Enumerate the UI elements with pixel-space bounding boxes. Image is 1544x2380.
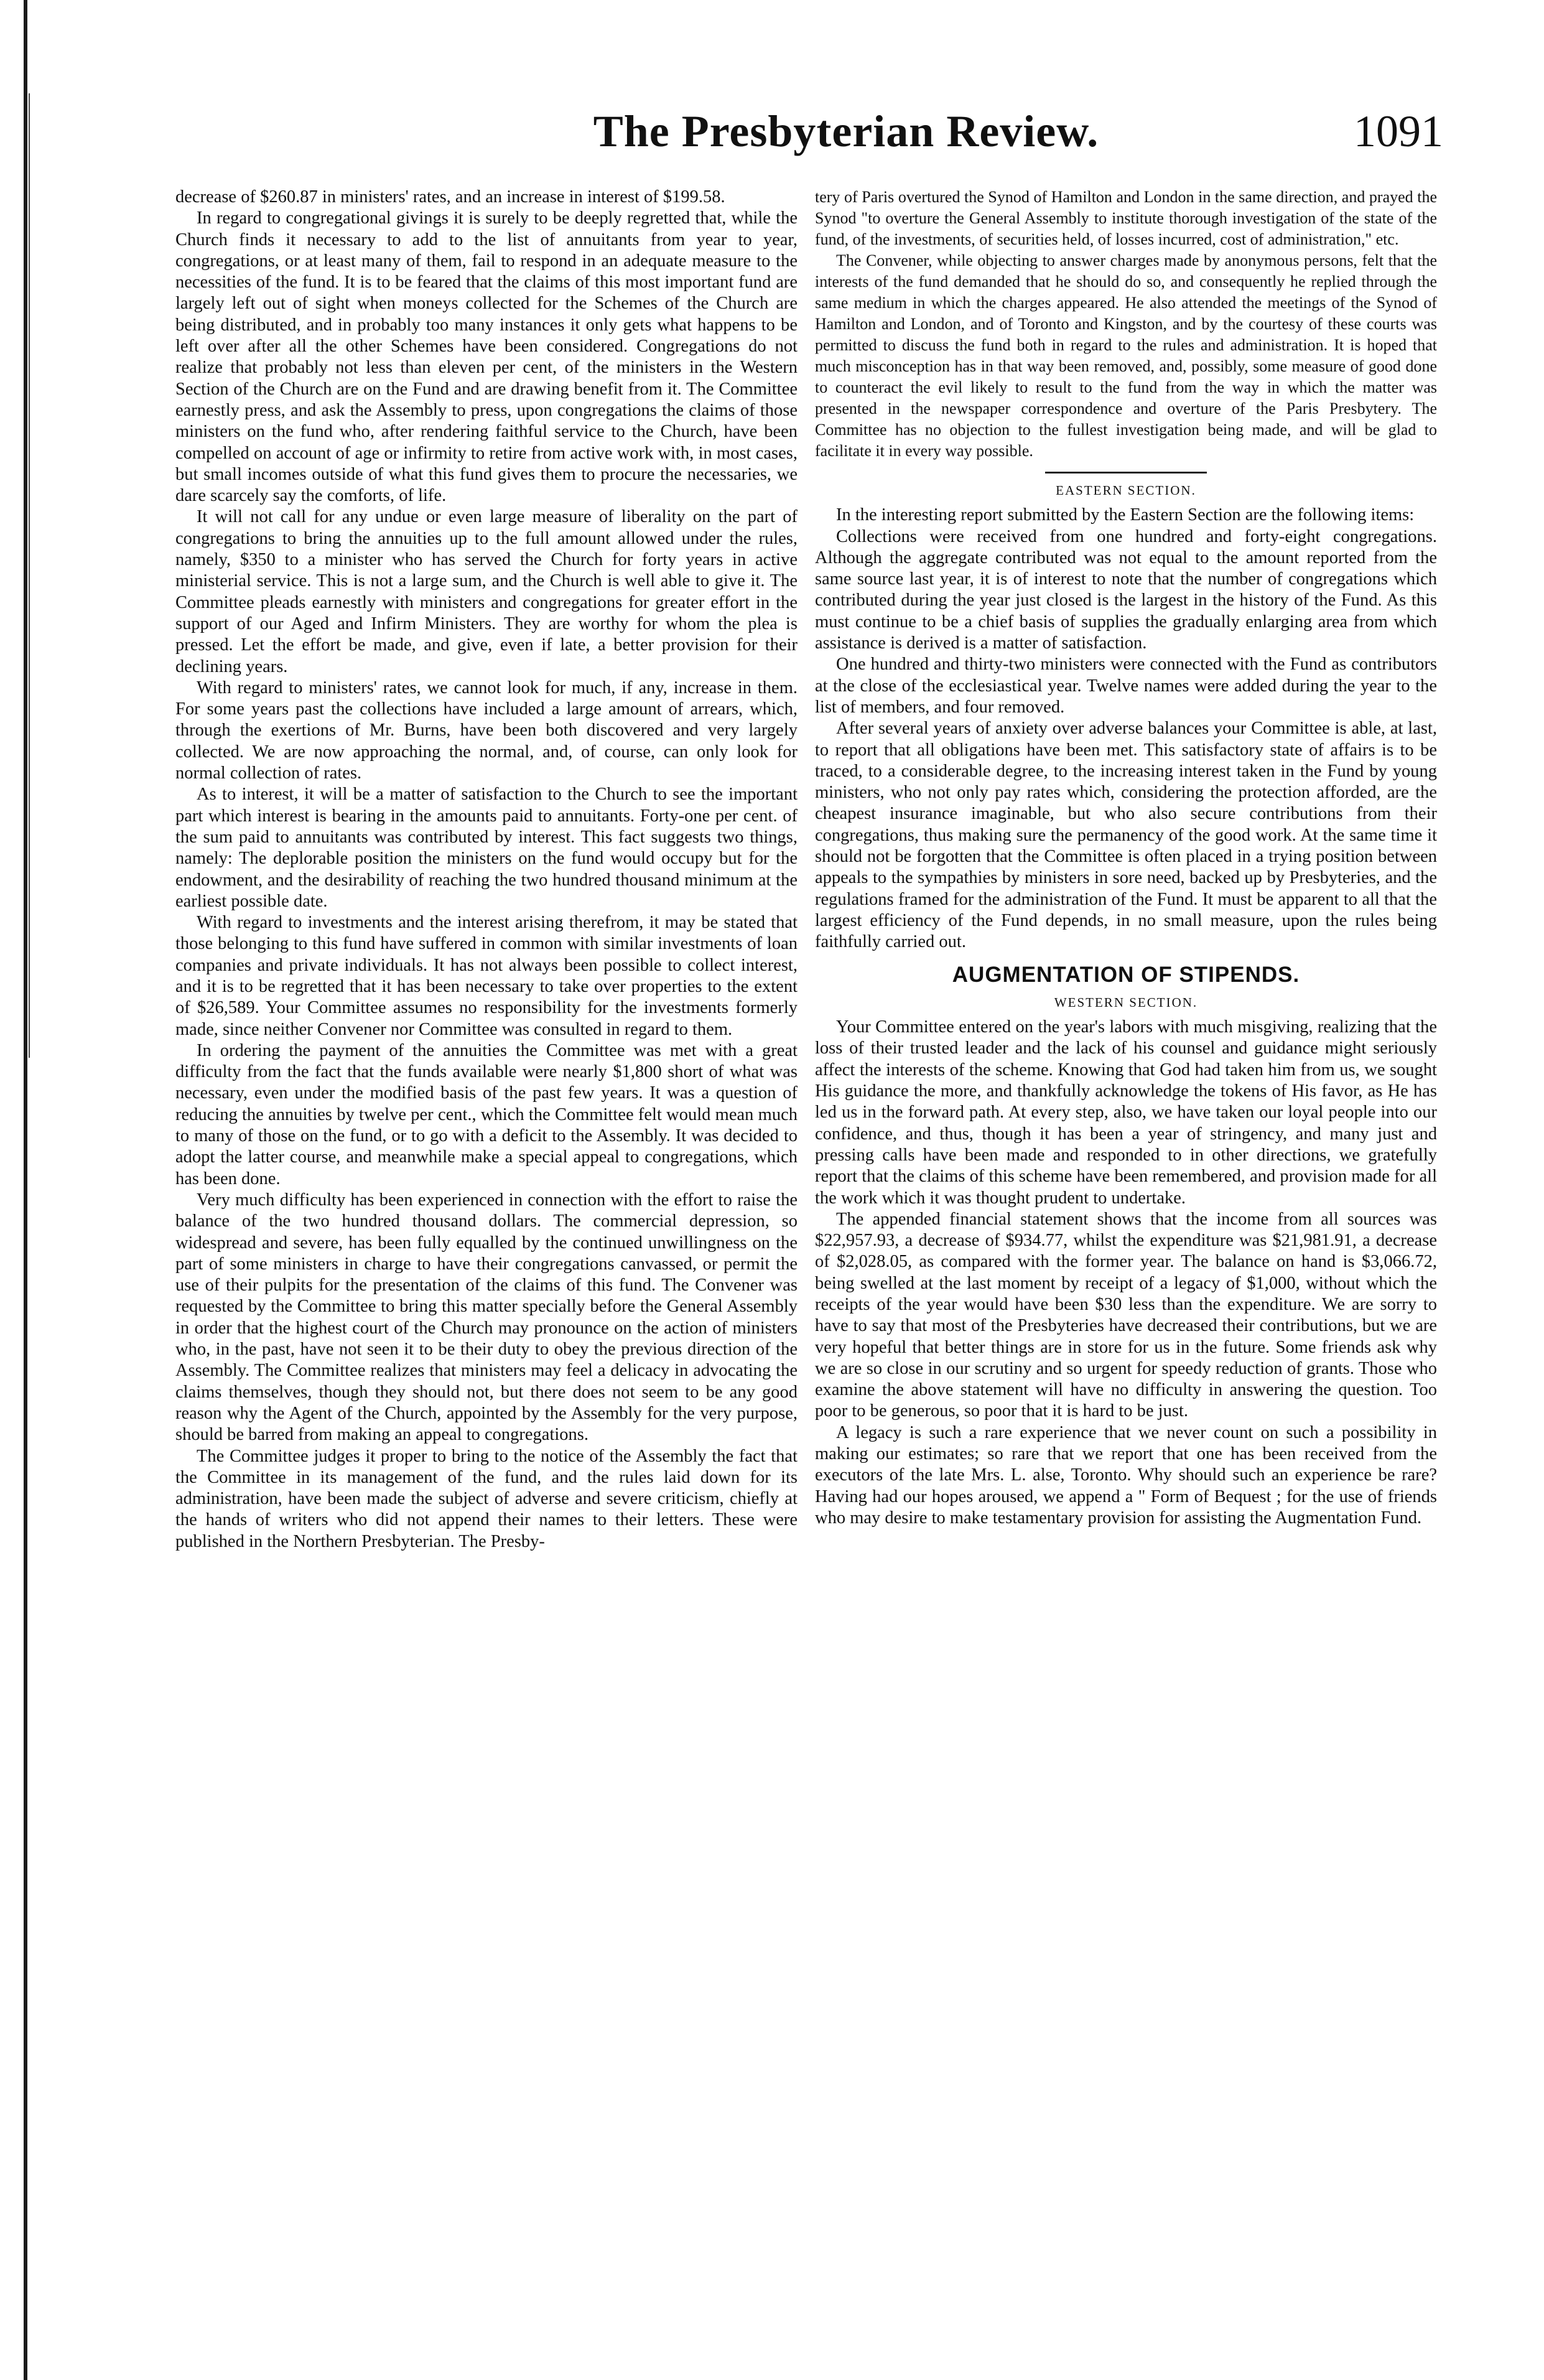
paragraph: Your Committee entered on the year's labors with much misgiving, realizing that the loss of their trusted leader and the lack of his counsel and guidance might seriously affect the interests of the scheme. Knowing that God had taken him from us, we sought His guidance the more, and thankfully acknowledge the tokens of His favor, as He has led us in the forward path. At every step, also, we have taken our loyal people into our confidence, and thus, though it has been a year of stringency, and many just and pressing calls have been made and responded to in other directions, we gratefully report that the claims of this scheme have been remembered, and provision made for all the work which it was thought prudent to undertake. — [815, 1017, 1437, 1208]
paragraph: The appended financial statement shows that the income from all sources was $22,957.93, a decrease of $934.77, whilst the expenditure was $21,981.91, a decrease of $2,028.05, as compared with the former year. The balance on hand is $3,066.72, being swelled at the last moment by receipt of a legacy of $1,000, without which the receipts of the year would have been $30 less than the expenditure. We are sorry to have to say that most of the Presbyteries have decreased their contributions, but we are very hopeful that better things are in store for us in the future. Some friends ask why we are so close in our scrutiny and so urgent for speedy reduction of grants. Those who examine the above statement will have no difficulty in answering the question. Too poor to be generous, so poor that it is hard to be just. — [815, 1209, 1437, 1421]
page-edge-rule — [24, 0, 27, 2380]
paragraph: A legacy is such a rare experience that we never count on such a possibility in making our estimates; so rare that we report that one has been received from the executors of the late Mrs. L. alse, Toronto. Why should such an experience be rare? Having had our hopes aroused, we append a " Form of Bequest ; for the use of friends who may desire to make testamentary provision for assisting the Augmentation Fund. — [815, 1422, 1437, 1528]
eastern-section-heading: EASTERN SECTION. — [1056, 483, 1196, 498]
paragraph: In ordering the payment of the annuities the Committee was met with a great difficulty from the fact that the funds available were nearly $1,800 short of what was necessary, even under the modified basis of the past few years. It was a question of reducing the annuities by twelve per cent., which the Committee felt would mean much to many of those on the fund, or to go with a deficit to the Assembly. It was decided to adopt the latter course, and meanwhile make a special appeal to congregations, which has been done. — [175, 1040, 798, 1188]
paragraph: It will not call for any undue or even large measure of liberality on the part of congregations to bring the annuities up to the full amount allowed under the rules, namely, $350 to a minister who has served the Church for forty years in active ministerial service. This is not a large sum, and the Church is well able to give it. The Committee pleads earnestly with ministers and congregations for greater effort in the support of our Aged and Infirm Ministers. They are worthy for whom the plea is pressed. Let the effort be made, and give, even if late, a better provision for their declining years. — [175, 507, 798, 676]
page-number: 1091 — [1354, 106, 1443, 156]
western-section-heading: WESTERN SECTION. — [1054, 994, 1198, 1010]
right-column — [815, 187, 1437, 1529]
page-edge-rule-inner — [29, 93, 30, 1058]
paragraph: The Committee judges it proper to bring to the notice of the Assembly the fact that the Committee in its management of the fund, and the rules laid down for its administration, have been made the subject of adverse and severe criticism, chiefly at the hands of writers who did not append their names to their letters. These were published in the Northern Presbyterian. The Presby- — [175, 1446, 798, 1551]
paragraph: With regard to ministers' rates, we cannot look for much, if any, increase in them. For some years past the collections have included a large amount of arrears, which, through the exertions of Mr. Burns, have been both discovered and very largely collected. We are now approaching the normal, and, of course, can only look for normal collection of rates. — [175, 678, 798, 783]
page-header — [137, 106, 1443, 174]
paragraph: One hundred and thirty-two ministers were connected with the Fund as contributors at the close of the ecclesiastical year. Twelve names were added during the year to the list of members, and four removed. — [815, 655, 1437, 717]
journal-title: The Presbyterian Review. — [593, 106, 1099, 156]
augmentation-heading: AUGMENTATION OF STIPENDS. — [952, 962, 1300, 987]
paragraph: As to interest, it will be a matter of satisfaction to the Church to see the important part which interest is bearing in the amounts paid to annuitants. Forty-one per cent. of the sum paid to annuitants was contributed by interest. This fact suggests two things, namely: The deplorable position the ministers on the fund would occupy but for the endowment, and the desirability of reaching the two hundred thousand minimum at the earliest possible date. — [175, 785, 798, 911]
paragraph: In the interesting report submitted by the Eastern Section are the following items: — [836, 505, 1415, 525]
paragraph: The Convener, while objecting to answer charges made by anonymous persons, felt that the interests of the fund demanded that he should do so, and consequently he replied through the same medium in which the charges appeared. He also attended the meetings of the Synod of Hamilton and London, and of Toronto and Kingston, and by the courtesy of these courts was permitted to discuss the fund both in regard to the rules and administration. It is hoped that much misconception has in that way been removed, and, possibly, some measure of good done to counteract the evil likely to result to the fund from the way in which the matter was presented in the newspaper correspondence and overture of the Paris Presbytery. The Committee has no objection to the fullest investigation being made, and will be glad to facilitate it in every way possible. — [815, 251, 1437, 460]
section-divider — [1045, 472, 1207, 474]
paragraph: tery of Paris overtured the Synod of Hamilton and London in the same direction, and prayed the Synod "to overture the General Assembly to institute thorough investigation of the state of the fund, of the investments, of securities held, of losses incurred, cost of administration," etc. — [815, 188, 1437, 248]
paragraph: Collections were received from one hundred and forty-eight congregations. Although the aggregate contributed was not equal to the amount reported from the same source last year, it is of interest to note that the number of congregations which contributed during the year just closed is the largest in the history of the Fund. As this must continue to be a chief basis of supplies the gradually enlarging area from which assistance is derived is a matter of satisfaction. — [815, 526, 1437, 653]
left-column — [175, 187, 798, 1552]
paragraph: With regard to investments and the interest arising therefrom, it may be stated that those belonging to this fund have suffered in common with similar investments of loan companies and private individuals. It has not always been possible to collect interest, and it is to be regretted that it has been necessary to take over properties to the extent of $26,589. Your Committee assumes no responsibility for the investments formerly made, since neither Convener nor Committee was consulted in regard to them. — [175, 913, 798, 1039]
paragraph: Very much difficulty has been experienced in connection with the effort to raise the balance of the two hundred thousand dollars. The commercial depression, so widespread and severe, has been fully equalled by the continued unwillingness on the part of some ministers in charge to have their congregations canvassed, or permit the use of their pulpits for the presentation of the claims of this fund. The Convener was requested by the Committee to bring this matter specially before the General Assembly in order that the highest court of the Church may pronounce on the action of ministers who, in the past, have not seen it to be their duty to obey the previous direction of the Assembly. The Committee realizes that ministers may feel a delicacy in advocating the claims themselves, though they should not, but there does not seem to be any good reason why the Agent of the Church, appointed by the Assembly for the very purpose, should be barred from making an appeal to congregations. — [175, 1190, 798, 1445]
paragraph: After several years of anxiety over adverse balances your Committee is able, at last, to report that all obligations have been met. This satisfactory state of affairs is to be traced, to a considerable degree, to the increasing interest taken in the Fund by young ministers, who not only pay rates which, considering the protection afforded, are the cheapest insurance imaginable, but who also secure contributions from their congregations, thus making sure the permanency of the good work. At the same time it should not be forgotten that the Committee is often placed in a trying position between appeals to the sympathies by ministers in sore need, backed up by Presbyteries, and the regulations framed for the administration of the Fund. It must be apparent to all that the largest efficiency of the Fund depends, in no small measure, upon the rules being faithfully carried out. — [815, 719, 1437, 952]
paragraph: In regard to congregational givings it is surely to be deeply regretted that, while the Church finds it necessary to add to the list of annuitants from year to year, congregations, or at least many of them, fail to respond in an adequate measure to the necessities of the fund. It is to be feared that the claims of this most important fund are largely left out of sight when moneys collected for the Schemes of the Church are being distributed, and in probably too many instances it only gets what happens to be left over after all the other Schemes have been considered. Congregations do not realize that probably not less than eleven per cent, of the ministers in the Western Section of the Church are on the Fund and are drawing benefit from it. The Committee earnestly press, and ask the Assembly to press, upon congregations the claims of those ministers on the fund who, after rendering faithful service to the Church, have been compelled on account of age or infirmity to retire from active work with, in most cases, but small incomes outside of what this fund gives them to procure the necessaries, we dare scarcely say the comforts, of life. — [175, 208, 798, 506]
paragraph: decrease of $260.87 in ministers' rates, and an increase in interest of $199.58. — [175, 187, 725, 207]
